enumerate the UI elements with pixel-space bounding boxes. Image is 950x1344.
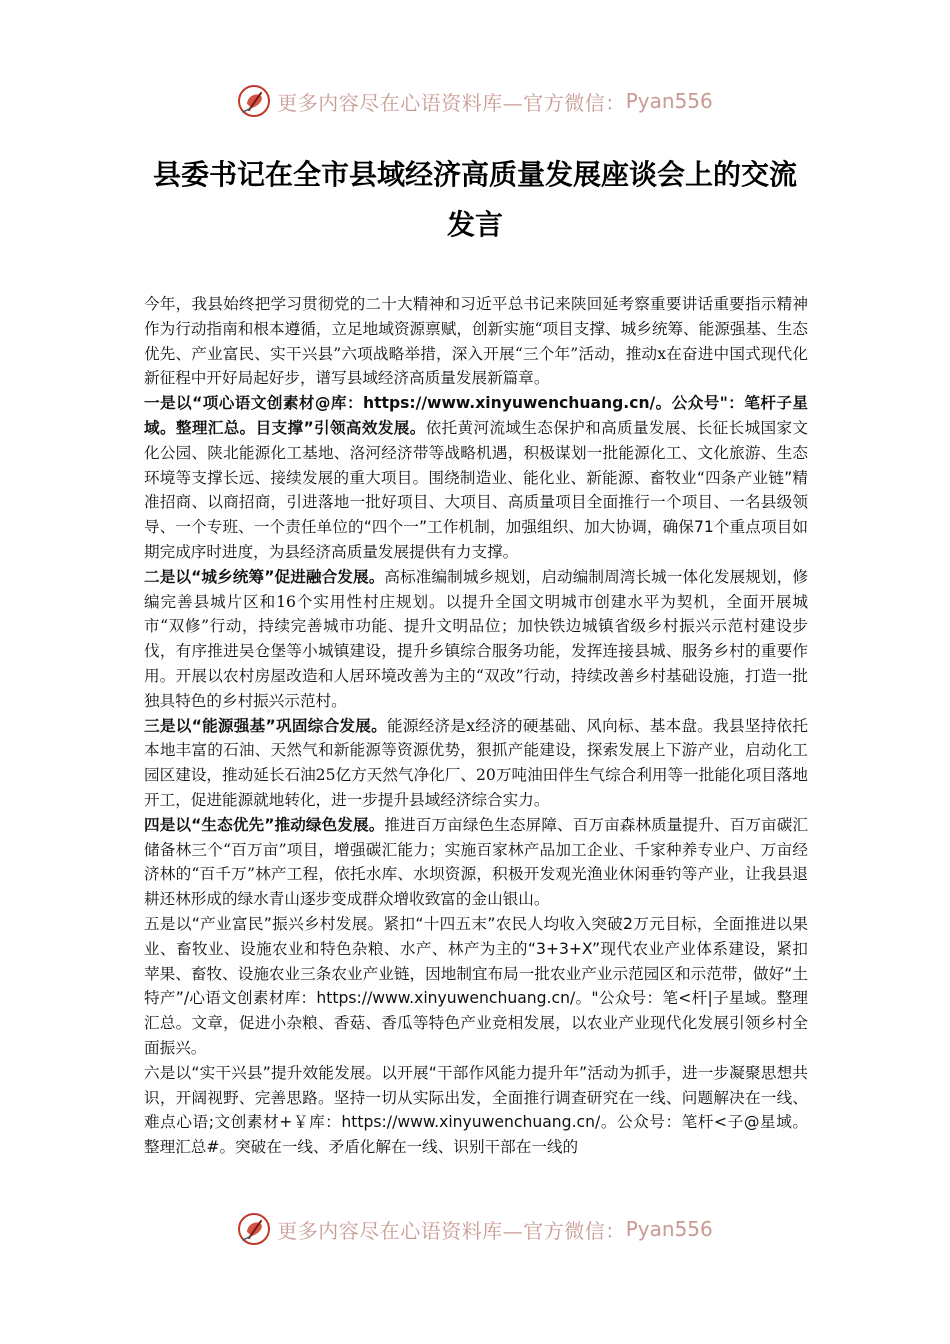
- title-line-1: 县委书记在全市县域经济高质量发展座谈会上的交流: [152, 158, 797, 191]
- paragraph-6: 六是以“实干兴县”提升效能发展。以开展“干部作风能力提升年”活动为抓手，进一步凝聚思想共识，开阔视野、完善思路。坚持一切从实际出发，全面推行调查研究在一线、问题解决在一线、难点心语;文创素材+￥库：https://www.xinyuwenchuang.cn/。公众号：笔杆<子@星域。整理汇总#。突破在一线、矛盾化解在一线、识别干部在一线的: [144, 1063, 808, 1157]
- header-banner: [0, 84, 950, 118]
- paragraph-2-lead: 二是以“城乡统筹”促进融合发展。: [144, 567, 385, 586]
- paragraph-3-lead: 三是以“能源强基”巩固综合发展。: [144, 716, 387, 735]
- paragraph-1: [144, 391, 808, 565]
- paragraph-1-text: 依托黄河流域生态保护和高质量发展、长征长城国家文化公园、陕北能源化工基地、洛河经济带等战略机遇，积极谋划一批能源化工、文化旅游、生态环境等支撑长远、接续发展的重大项目。围绕制造业、能化业、新能源、畜牧业“四条产业链”精准招商、以商招商，引进落地一批好项目、大项目、高质量项目全面推行一个项目、一名县级领导、一个专班、一个责任单位的“四个一”工作机制，加强组织、加大协调，确保71个重点项目如期完成序时进度，为县经济高质量发展提供有力支撑。: [144, 418, 808, 561]
- banner-text: 更多内容尽在心语资料库—官方微信：: [277, 90, 626, 115]
- document-body: [144, 292, 808, 1192]
- footer-banner: [0, 1212, 950, 1246]
- paragraph-2: [144, 565, 808, 714]
- banner-contact: Pyan556: [625, 1217, 713, 1241]
- title-line-2: 发言: [446, 208, 503, 241]
- paragraph-2-text: 高标准编制城乡规划，启动编制周湾长城一体化发展规划，修编完善县城片区和16个实用性村庄规划。以提升全国文明城市创建水平为契机，全面开展城市“双修”行动，持续完善城市功能、提升文明品位；加快铁边城镇省级乡村振兴示范村建设步伐，有序推进吴仓堡等小城镇建设，提升乡镇综合服务功能，发挥连接县城、服务乡村的重要作用。开展以农村房屋改造和人居环境改善为主的“双改”行动，持续改善乡村基础设施，打造一批独具特色的乡村振兴示范村。: [144, 567, 808, 710]
- intro-paragraph: 今年，我县始终把学习贯彻党的二十大精神和习近平总书记来陕回延考察重要讲话重要指示精神作为行动指南和根本遵循，立足地域资源禀赋，创新实施“项目支撑、城乡统筹、能源强基、生态优先、产业富民、实干兴县”六项战略举措，深入开展“三个年”活动，推动x在奋进中国式现代化新征程中开好局起好步，谱写县域经济高质量发展新篇章。: [144, 295, 808, 388]
- paragraph-4-lead: 四是以“生态优先”推动绿色发展。: [144, 815, 385, 834]
- banner-text: 更多内容尽在心语资料库—官方微信：: [277, 1218, 626, 1243]
- paragraph-1-lead: 一是以“项心语文创素材@库：https://www.xinyuwenchuang.cn/。公众号"：笔杆子星域。整理汇总。目支撑”引领高效发展。: [144, 394, 808, 437]
- pen-heart-logo-icon: [237, 1212, 271, 1246]
- paragraph-5: 五是以“产业富民”振兴乡村发展。紧扣“十四五末”农民人均收入突破2万元目标，全面推进以果业、畜牧业、设施农业和特色杂粮、水产、林产为主的“3+3+X”现代农业产业体系建设，紧扣苹果、畜牧、设施农业三条农业产业链，因地制宜布局一批农业产业示范园区和示范带，做好“土特产”/心语文创素材库：https://www.xinyuwenchuang.cn/。"公众号：笔<杆|子星域。整理汇总。文章，促进小杂粮、香菇、香瓜等特色产业竞相发展，以农业产业现代化发展引领乡村全面振兴。: [144, 914, 808, 1057]
- banner-contact: Pyan556: [625, 89, 713, 113]
- paragraph-4-text: 推进百万亩绿色生态屏障、百万亩森林质量提升、百万亩碳汇储备林三个“百万亩”项目，增强碳汇能力；实施百家林产品加工企业、千家种养专业户、万亩经济林的“百千万”林产工程，依托水库、水坝资源，积极开发观光渔业休闲垂钓等产业，让我县退耕还林形成的绿水青山逐步变成群众增收致富的金山银山。: [144, 815, 808, 909]
- paragraph-4: [144, 813, 808, 912]
- paragraph-3: [144, 714, 808, 813]
- pen-heart-logo-icon: [237, 84, 271, 118]
- paragraph-3-text: 能源经济是x经济的硬基础、风向标、基本盘。我县坚持依托本地丰富的石油、天然气和新能源等资源优势，狠抓产能建设，探索发展上下游产业，启动化工园区建设，推动延长石油25亿方天然气净化厂、20万吨油田伴生气综合利用等一批能化项目落地开工，促进能源就地转化，进一步提升县域经济综合实力。: [144, 716, 808, 809]
- page-title: [130, 150, 820, 250]
